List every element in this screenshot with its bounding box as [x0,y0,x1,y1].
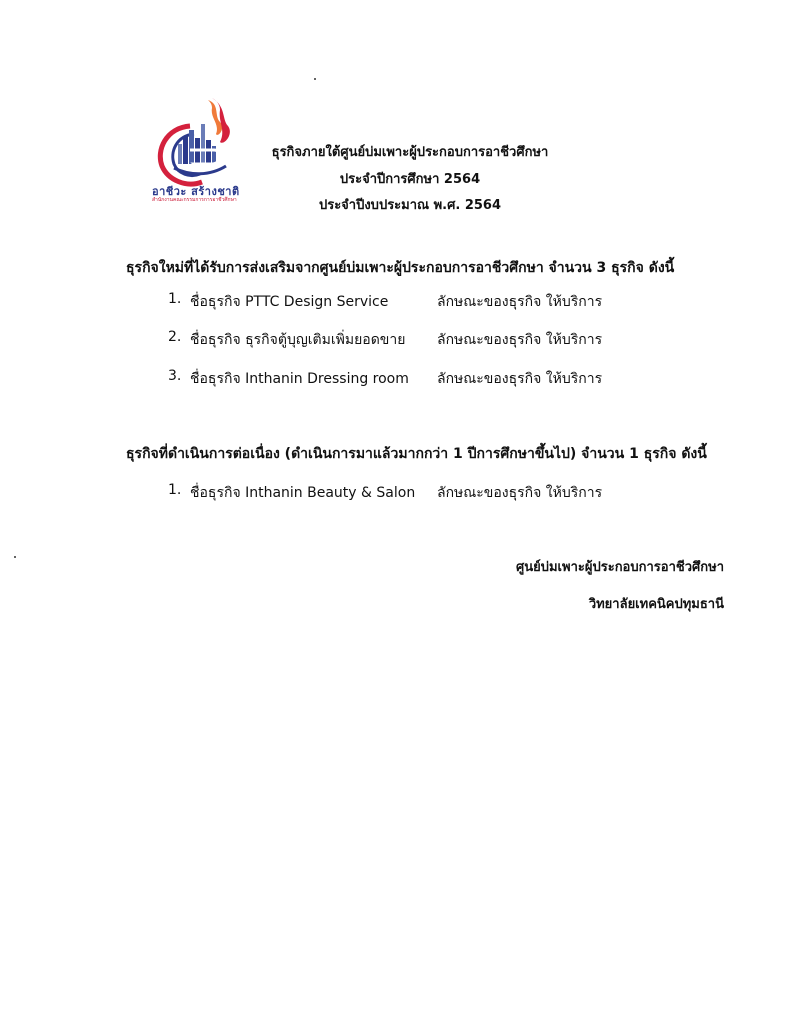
header-line-1: ธุรกิจภายใต้ศูนย์บ่มเพาะผู้ประกอบการอาชีวศึกษา [271,145,549,160]
scan-speck [314,78,316,80]
business-type: ลักษณะของธุรกิจ ให้บริการ [437,485,603,501]
business-name: ชื่อธุรกิจ ธุรกิจตู้บุญเติมเพิ่มยอดขาย [190,332,406,348]
signature-line-2: วิทยาลัยเทคนิคปทุมธานี [588,597,724,612]
header-line-3: ประจำปีงบประมาณ พ.ศ. 2564 [318,198,502,213]
signature-line-1: ศูนย์บ่มเพาะผู้ประกอบการอาชีวศึกษา [515,560,724,575]
business-name: ชื่อธุรกิจ Inthanin Beauty & Salon [190,485,416,501]
logo-subtext: สำนักงานคณะกรรมการการอาชีวศึกษา [152,197,237,203]
business-name: ชื่อธุรกิจ Inthanin Dressing room [190,371,409,387]
item-number: 2. [168,329,182,345]
section-2-title: ธุรกิจที่ดำเนินการต่อเนื่อง (ดำเนินการมาแล้วมากกว่า 1 ปีการศึกษาขึ้นไป) จำนวน 1 ธุรกิจ ดังนี้ [126,446,707,462]
item-number: 1. [168,482,182,498]
business-name: ชื่อธุรกิจ PTTC Design Service [190,294,389,310]
header-line-2: ประจำปีการศึกษา 2564 [339,172,481,187]
item-number: 3. [168,368,182,384]
business-type: ลักษณะของธุรกิจ ให้บริการ [437,294,603,310]
business-type: ลักษณะของธุรกิจ ให้บริการ [437,332,603,348]
section-1-title: ธุรกิจใหม่ที่ได้รับการส่งเสริมจากศูนย์บ่มเพาะผู้ประกอบการอาชีวศึกษา จำนวน 3 ธุรกิจ ดังนี้ [126,260,675,276]
item-number: 1. [168,291,182,307]
scan-speck [14,556,16,558]
business-type: ลักษณะของธุรกิจ ให้บริการ [437,371,603,387]
logo-text: อาชีวะ สร้างชาติ [152,185,240,198]
